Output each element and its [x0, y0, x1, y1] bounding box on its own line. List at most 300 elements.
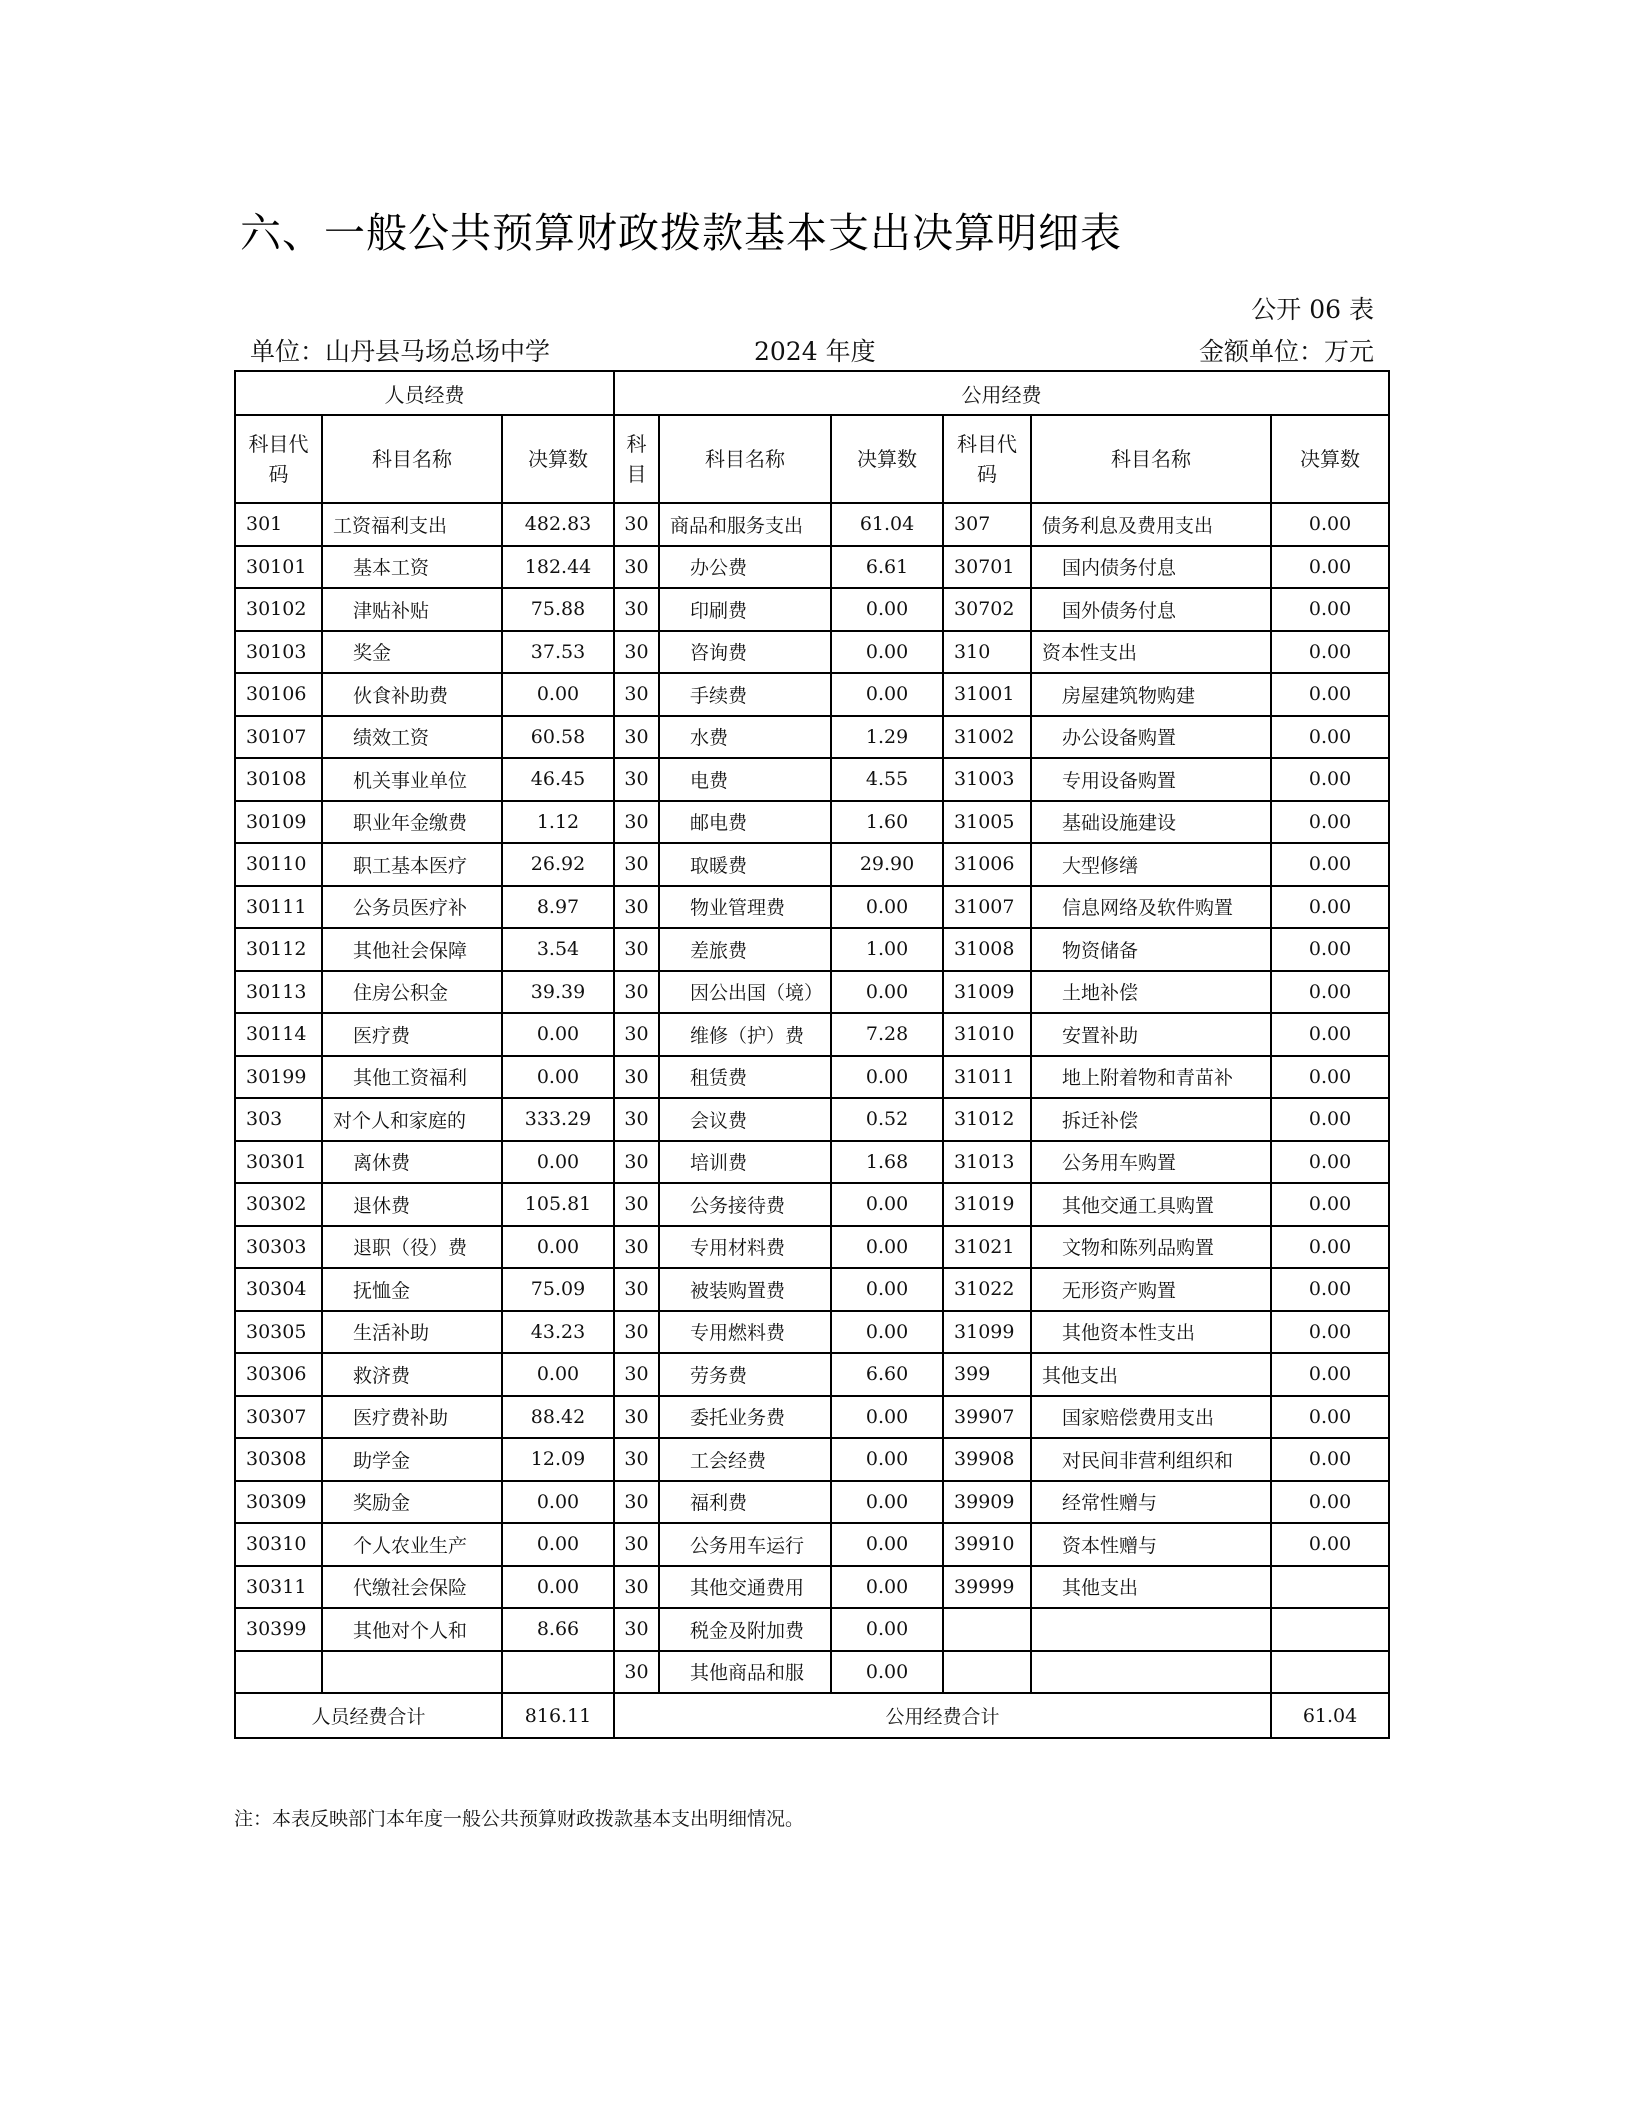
account-name-cell: 奖金	[322, 631, 502, 674]
account-name-cell: 国家赔偿费用支出	[1031, 1396, 1271, 1439]
amount-cell: 0.00	[1271, 1438, 1389, 1481]
account-code-cell: 30	[614, 716, 659, 759]
account-code-cell: 30302	[235, 1183, 322, 1226]
account-code-cell: 30	[614, 1141, 659, 1184]
account-name-cell: 基本工资	[322, 546, 502, 589]
table-note: 注：本表反映部门本年度一般公共预算财政拨款基本支出明细情况。	[234, 1808, 805, 1830]
account-name-cell: 工会经费	[659, 1438, 831, 1481]
account-name-cell: 维修（护）费	[659, 1013, 831, 1056]
amount-cell: 0.00	[1271, 1183, 1389, 1226]
amount-cell: 60.58	[502, 716, 614, 759]
account-name-cell: 其他资本性支出	[1031, 1311, 1271, 1354]
amount-cell: 0.00	[502, 1226, 614, 1269]
table-row	[235, 1013, 1389, 1056]
amount-cell: 0.00	[831, 1311, 943, 1354]
amount-cell: 6.61	[831, 546, 943, 589]
account-code-cell: 31008	[943, 928, 1031, 971]
account-code-cell: 30310	[235, 1523, 322, 1566]
amount-cell: 0.00	[1271, 1353, 1389, 1396]
amount-cell: 0.00	[1271, 1141, 1389, 1184]
group-header-row	[235, 371, 1389, 415]
account-name-cell: 专用材料费	[659, 1226, 831, 1269]
account-code-cell: 30	[614, 1183, 659, 1226]
account-code-cell: 303	[235, 1098, 322, 1141]
account-code-cell: 31011	[943, 1056, 1031, 1099]
amount-cell: 0.00	[1271, 1311, 1389, 1354]
amount-cell: 0.00	[1271, 928, 1389, 971]
account-code-cell: 30	[614, 1013, 659, 1056]
amount-cell: 0.00	[831, 1396, 943, 1439]
amount-cell	[1271, 1566, 1389, 1609]
account-code-cell: 307	[943, 503, 1031, 546]
amount-cell: 7.28	[831, 1013, 943, 1056]
table-row	[235, 1438, 1389, 1481]
account-name-cell: 个人农业生产	[322, 1523, 502, 1566]
amount-cell: 1.00	[831, 928, 943, 971]
amount-cell: 0.00	[831, 1566, 943, 1609]
amount-cell: 0.00	[1271, 1268, 1389, 1311]
amount-cell: 0.00	[831, 1438, 943, 1481]
account-code-cell: 31002	[943, 716, 1031, 759]
amount-cell: 0.52	[831, 1098, 943, 1141]
account-name-cell: 印刷费	[659, 588, 831, 631]
account-name-cell: 经常性赠与	[1031, 1481, 1271, 1524]
account-name-cell: 拆迁补偿	[1031, 1098, 1271, 1141]
table-row	[235, 1268, 1389, 1311]
amount-cell: 1.29	[831, 716, 943, 759]
table-row	[235, 1056, 1389, 1099]
account-code-cell: 31003	[943, 758, 1031, 801]
account-code-cell: 31012	[943, 1098, 1031, 1141]
account-code-cell: 30	[614, 1226, 659, 1269]
account-name-cell: 工资福利支出	[322, 503, 502, 546]
table-row	[235, 503, 1389, 546]
totals-row	[235, 1693, 1389, 1738]
account-code-cell: 30304	[235, 1268, 322, 1311]
column-header-row	[235, 415, 1389, 503]
amount-cell: 12.09	[502, 1438, 614, 1481]
amount-cell: 0.00	[831, 673, 943, 716]
group-personnel-header: 人员经费	[235, 371, 614, 415]
unit-label: 单位：山丹县马场总场中学	[250, 337, 551, 366]
account-code-cell: 31006	[943, 843, 1031, 886]
account-code-cell: 30	[614, 843, 659, 886]
account-code-cell: 30101	[235, 546, 322, 589]
table-row	[235, 1226, 1389, 1269]
account-code-cell: 31099	[943, 1311, 1031, 1354]
account-code-cell: 30	[614, 886, 659, 929]
account-code-cell: 30	[614, 1438, 659, 1481]
column-header-name: 科目名称	[322, 415, 502, 503]
table-row	[235, 631, 1389, 674]
amount-cell: 0.00	[502, 1013, 614, 1056]
amount-cell: 0.00	[1271, 971, 1389, 1014]
account-code-cell	[943, 1608, 1031, 1651]
account-code-cell: 30303	[235, 1226, 322, 1269]
account-code-cell: 31019	[943, 1183, 1031, 1226]
account-name-cell: 福利费	[659, 1481, 831, 1524]
amount-cell: 0.00	[502, 1481, 614, 1524]
account-name-cell: 住房公积金	[322, 971, 502, 1014]
account-code-cell: 30701	[943, 546, 1031, 589]
amount-cell: 0.00	[1271, 1523, 1389, 1566]
amount-cell: 0.00	[831, 1056, 943, 1099]
account-code-cell: 30103	[235, 631, 322, 674]
account-name-cell: 咨询费	[659, 631, 831, 674]
column-header-amount: 决算数	[831, 415, 943, 503]
amount-cell: 0.00	[502, 673, 614, 716]
amount-cell: 46.45	[502, 758, 614, 801]
account-name-cell: 邮电费	[659, 801, 831, 844]
account-name-cell: 公务接待费	[659, 1183, 831, 1226]
account-name-cell: 其他社会保障	[322, 928, 502, 971]
amount-cell: 0.00	[1271, 673, 1389, 716]
account-name-cell: 职业年金缴费	[322, 801, 502, 844]
amount-cell: 0.00	[1271, 1056, 1389, 1099]
account-name-cell: 文物和陈列品购置	[1031, 1226, 1271, 1269]
amount-cell: 75.88	[502, 588, 614, 631]
account-name-cell: 救济费	[322, 1353, 502, 1396]
account-name-cell: 资本性赠与	[1031, 1523, 1271, 1566]
account-code-cell: 39907	[943, 1396, 1031, 1439]
amount-cell: 0.00	[831, 1651, 943, 1694]
amount-cell: 0.00	[831, 588, 943, 631]
column-header-amount: 决算数	[502, 415, 614, 503]
amount-cell	[1271, 1608, 1389, 1651]
account-code-cell: 30112	[235, 928, 322, 971]
account-name-cell: 医疗费	[322, 1013, 502, 1056]
amount-cell: 26.92	[502, 843, 614, 886]
account-name-cell: 培训费	[659, 1141, 831, 1184]
account-name-cell: 津贴补贴	[322, 588, 502, 631]
amount-cell: 105.81	[502, 1183, 614, 1226]
account-name-cell: 其他对个人和	[322, 1608, 502, 1651]
amount-cell: 0.00	[831, 1183, 943, 1226]
account-code-cell	[943, 1651, 1031, 1694]
account-code-cell: 39909	[943, 1481, 1031, 1524]
personnel-total-label: 人员经费合计	[235, 1693, 502, 1738]
account-code-cell: 31013	[943, 1141, 1031, 1184]
column-header-name: 科目名称	[659, 415, 831, 503]
account-code-cell: 30	[614, 971, 659, 1014]
account-code-cell: 31021	[943, 1226, 1031, 1269]
table-row	[235, 886, 1389, 929]
account-code-cell: 39908	[943, 1438, 1031, 1481]
table-number: 公开 06 表	[1251, 295, 1374, 324]
account-name-cell: 专用燃料费	[659, 1311, 831, 1354]
account-code-cell: 30702	[943, 588, 1031, 631]
table-row	[235, 801, 1389, 844]
account-name-cell: 因公出国（境）	[659, 971, 831, 1014]
account-code-cell: 30	[614, 1268, 659, 1311]
account-name-cell: 委托业务费	[659, 1396, 831, 1439]
account-code-cell: 30114	[235, 1013, 322, 1056]
table-row	[235, 1311, 1389, 1354]
account-name-cell	[1031, 1651, 1271, 1694]
account-code-cell: 30308	[235, 1438, 322, 1481]
amount-cell: 0.00	[502, 1141, 614, 1184]
amount-cell: 43.23	[502, 1311, 614, 1354]
amount-cell: 0.00	[1271, 1226, 1389, 1269]
account-name-cell: 职工基本医疗	[322, 843, 502, 886]
table-row	[235, 546, 1389, 589]
amount-cell: 4.55	[831, 758, 943, 801]
account-code-cell: 30	[614, 1523, 659, 1566]
expenditure-table	[234, 370, 1390, 1739]
account-name-cell: 物业管理费	[659, 886, 831, 929]
account-name-cell: 办公费	[659, 546, 831, 589]
amount-cell: 0.00	[831, 631, 943, 674]
amount-cell	[1271, 1651, 1389, 1694]
account-name-cell: 租赁费	[659, 1056, 831, 1099]
amount-cell: 0.00	[1271, 801, 1389, 844]
account-code-cell: 30110	[235, 843, 322, 886]
amount-cell: 0.00	[1271, 1396, 1389, 1439]
page-title: 六、一般公共预算财政拨款基本支出决算明细表	[240, 209, 1122, 257]
account-code-cell: 30	[614, 588, 659, 631]
account-name-cell: 抚恤金	[322, 1268, 502, 1311]
amount-cell: 0.00	[1271, 716, 1389, 759]
amount-cell: 0.00	[1271, 588, 1389, 631]
account-name-cell: 劳务费	[659, 1353, 831, 1396]
amount-cell: 0.00	[831, 971, 943, 1014]
account-name-cell: 商品和服务支出	[659, 503, 831, 546]
public-total-label: 公用经费合计	[614, 1693, 1271, 1738]
amount-cell: 0.00	[831, 886, 943, 929]
account-name-cell: 其他支出	[1031, 1353, 1271, 1396]
account-code-cell: 31022	[943, 1268, 1031, 1311]
column-header-code: 科目代码	[235, 415, 322, 503]
account-name-cell: 奖励金	[322, 1481, 502, 1524]
table-row	[235, 1608, 1389, 1651]
amount-cell: 29.90	[831, 843, 943, 886]
amount-cell: 482.83	[502, 503, 614, 546]
amount-cell: 39.39	[502, 971, 614, 1014]
account-code-cell: 30	[614, 801, 659, 844]
account-name-cell: 其他支出	[1031, 1566, 1271, 1609]
account-name-cell: 专用设备购置	[1031, 758, 1271, 801]
table-row	[235, 673, 1389, 716]
account-code-cell: 30	[614, 758, 659, 801]
amount-cell: 0.00	[831, 1226, 943, 1269]
amount-cell: 1.60	[831, 801, 943, 844]
account-code-cell: 30399	[235, 1608, 322, 1651]
account-name-cell: 其他交通费用	[659, 1566, 831, 1609]
account-name-cell: 其他工资福利	[322, 1056, 502, 1099]
amount-cell: 61.04	[831, 503, 943, 546]
account-name-cell: 退职（役）费	[322, 1226, 502, 1269]
account-code-cell: 39910	[943, 1523, 1031, 1566]
amount-cell: 3.54	[502, 928, 614, 971]
account-name-cell: 资本性支出	[1031, 631, 1271, 674]
account-name-cell: 办公设备购置	[1031, 716, 1271, 759]
account-code-cell: 30199	[235, 1056, 322, 1099]
account-name-cell: 退休费	[322, 1183, 502, 1226]
account-code-cell: 30	[614, 1651, 659, 1694]
table-row	[235, 1353, 1389, 1396]
account-code-cell: 30	[614, 1056, 659, 1099]
account-name-cell: 税金及附加费	[659, 1608, 831, 1651]
table-row	[235, 1651, 1389, 1694]
amount-cell: 0.00	[502, 1353, 614, 1396]
amount-cell: 88.42	[502, 1396, 614, 1439]
amount-cell: 0.00	[1271, 1098, 1389, 1141]
amount-cell: 0.00	[1271, 1481, 1389, 1524]
account-code-cell: 30107	[235, 716, 322, 759]
account-name-cell: 其他交通工具购置	[1031, 1183, 1271, 1226]
amount-cell: 0.00	[831, 1523, 943, 1566]
group-public-header: 公用经费	[614, 371, 1389, 415]
account-name-cell: 会议费	[659, 1098, 831, 1141]
account-code-cell: 30305	[235, 1311, 322, 1354]
account-name-cell: 安置补助	[1031, 1013, 1271, 1056]
account-name-cell: 公务用车购置	[1031, 1141, 1271, 1184]
account-code-cell: 39999	[943, 1566, 1031, 1609]
account-code-cell: 30307	[235, 1396, 322, 1439]
account-code-cell: 30	[614, 928, 659, 971]
amount-cell	[502, 1651, 614, 1694]
table-row	[235, 1566, 1389, 1609]
account-code-cell: 30	[614, 1481, 659, 1524]
amount-cell: 0.00	[831, 1481, 943, 1524]
account-name-cell: 绩效工资	[322, 716, 502, 759]
account-code-cell: 301	[235, 503, 322, 546]
column-header-code: 科目	[614, 415, 659, 503]
account-name-cell: 伙食补助费	[322, 673, 502, 716]
account-code-cell: 310	[943, 631, 1031, 674]
amount-cell: 0.00	[1271, 886, 1389, 929]
amount-cell: 0.00	[1271, 758, 1389, 801]
amount-cell: 0.00	[502, 1566, 614, 1609]
amount-cell: 0.00	[1271, 546, 1389, 589]
account-code-cell: 30309	[235, 1481, 322, 1524]
currency-unit-label: 金额单位：万元	[1198, 337, 1374, 366]
account-code-cell: 31001	[943, 673, 1031, 716]
account-name-cell: 公务用车运行	[659, 1523, 831, 1566]
account-name-cell: 水费	[659, 716, 831, 759]
account-name-cell: 助学金	[322, 1438, 502, 1481]
account-code-cell: 30311	[235, 1566, 322, 1609]
amount-cell: 0.00	[1271, 1013, 1389, 1056]
amount-cell: 0.00	[1271, 503, 1389, 546]
table-row	[235, 1396, 1389, 1439]
account-code-cell: 30	[614, 1396, 659, 1439]
account-name-cell	[1031, 1608, 1271, 1651]
account-name-cell: 医疗费补助	[322, 1396, 502, 1439]
account-code-cell: 30	[614, 1608, 659, 1651]
amount-cell: 37.53	[502, 631, 614, 674]
public-total-value: 61.04	[1271, 1693, 1389, 1738]
account-name-cell: 债务利息及费用支出	[1031, 503, 1271, 546]
account-name-cell: 生活补助	[322, 1311, 502, 1354]
table-row	[235, 716, 1389, 759]
year-label: 2024 年度	[754, 337, 876, 366]
table-row	[235, 758, 1389, 801]
account-name-cell: 无形资产购置	[1031, 1268, 1271, 1311]
amount-cell: 8.66	[502, 1608, 614, 1651]
account-code-cell: 30108	[235, 758, 322, 801]
account-name-cell: 离休费	[322, 1141, 502, 1184]
amount-cell: 0.00	[1271, 631, 1389, 674]
account-name-cell: 差旅费	[659, 928, 831, 971]
account-code-cell: 30	[614, 631, 659, 674]
account-code-cell: 30	[614, 1353, 659, 1396]
account-name-cell: 公务员医疗补	[322, 886, 502, 929]
account-name-cell: 物资储备	[1031, 928, 1271, 971]
account-name-cell: 基础设施建设	[1031, 801, 1271, 844]
account-name-cell: 对个人和家庭的	[322, 1098, 502, 1141]
amount-cell: 333.29	[502, 1098, 614, 1141]
table-row	[235, 1183, 1389, 1226]
column-header-amount: 决算数	[1271, 415, 1389, 503]
account-name-cell: 机关事业单位	[322, 758, 502, 801]
account-name-cell: 被装购置费	[659, 1268, 831, 1311]
account-name-cell: 手续费	[659, 673, 831, 716]
account-code-cell: 30106	[235, 673, 322, 716]
amount-cell: 0.00	[1271, 843, 1389, 886]
account-name-cell: 地上附着物和青苗补	[1031, 1056, 1271, 1099]
amount-cell: 0.00	[502, 1523, 614, 1566]
table-row	[235, 1098, 1389, 1141]
amount-cell: 0.00	[502, 1056, 614, 1099]
account-code-cell: 30111	[235, 886, 322, 929]
account-name-cell: 信息网络及软件购置	[1031, 886, 1271, 929]
account-name-cell: 电费	[659, 758, 831, 801]
account-code-cell: 31005	[943, 801, 1031, 844]
amount-cell: 1.68	[831, 1141, 943, 1184]
account-name-cell: 国外债务付息	[1031, 588, 1271, 631]
column-header-code: 科目代码	[943, 415, 1031, 503]
account-code-cell: 30102	[235, 588, 322, 631]
amount-cell: 0.00	[831, 1608, 943, 1651]
table-row	[235, 1141, 1389, 1184]
amount-cell: 0.00	[831, 1268, 943, 1311]
table-row	[235, 1523, 1389, 1566]
amount-cell: 182.44	[502, 546, 614, 589]
account-name-cell: 国内债务付息	[1031, 546, 1271, 589]
account-code-cell: 30	[614, 673, 659, 716]
account-code-cell: 31010	[943, 1013, 1031, 1056]
account-code-cell: 31007	[943, 886, 1031, 929]
amount-cell: 75.09	[502, 1268, 614, 1311]
account-code-cell: 30301	[235, 1141, 322, 1184]
personnel-total-value: 816.11	[502, 1693, 614, 1738]
column-header-name: 科目名称	[1031, 415, 1271, 503]
account-name-cell: 代缴社会保险	[322, 1566, 502, 1609]
account-code-cell: 399	[943, 1353, 1031, 1396]
account-name-cell: 其他商品和服	[659, 1651, 831, 1694]
table-row	[235, 588, 1389, 631]
account-code-cell: 30109	[235, 801, 322, 844]
amount-cell: 8.97	[502, 886, 614, 929]
amount-cell: 6.60	[831, 1353, 943, 1396]
account-code-cell: 30306	[235, 1353, 322, 1396]
account-name-cell: 房屋建筑物购建	[1031, 673, 1271, 716]
account-name-cell	[322, 1651, 502, 1694]
account-code-cell: 30	[614, 1098, 659, 1141]
account-code-cell: 30113	[235, 971, 322, 1014]
account-code-cell: 30	[614, 1566, 659, 1609]
table-row	[235, 971, 1389, 1014]
account-code-cell	[235, 1651, 322, 1694]
account-name-cell: 土地补偿	[1031, 971, 1271, 1014]
table-row	[235, 843, 1389, 886]
table-row	[235, 928, 1389, 971]
account-code-cell: 31009	[943, 971, 1031, 1014]
account-name-cell: 取暖费	[659, 843, 831, 886]
account-code-cell: 30	[614, 503, 659, 546]
account-code-cell: 30	[614, 546, 659, 589]
